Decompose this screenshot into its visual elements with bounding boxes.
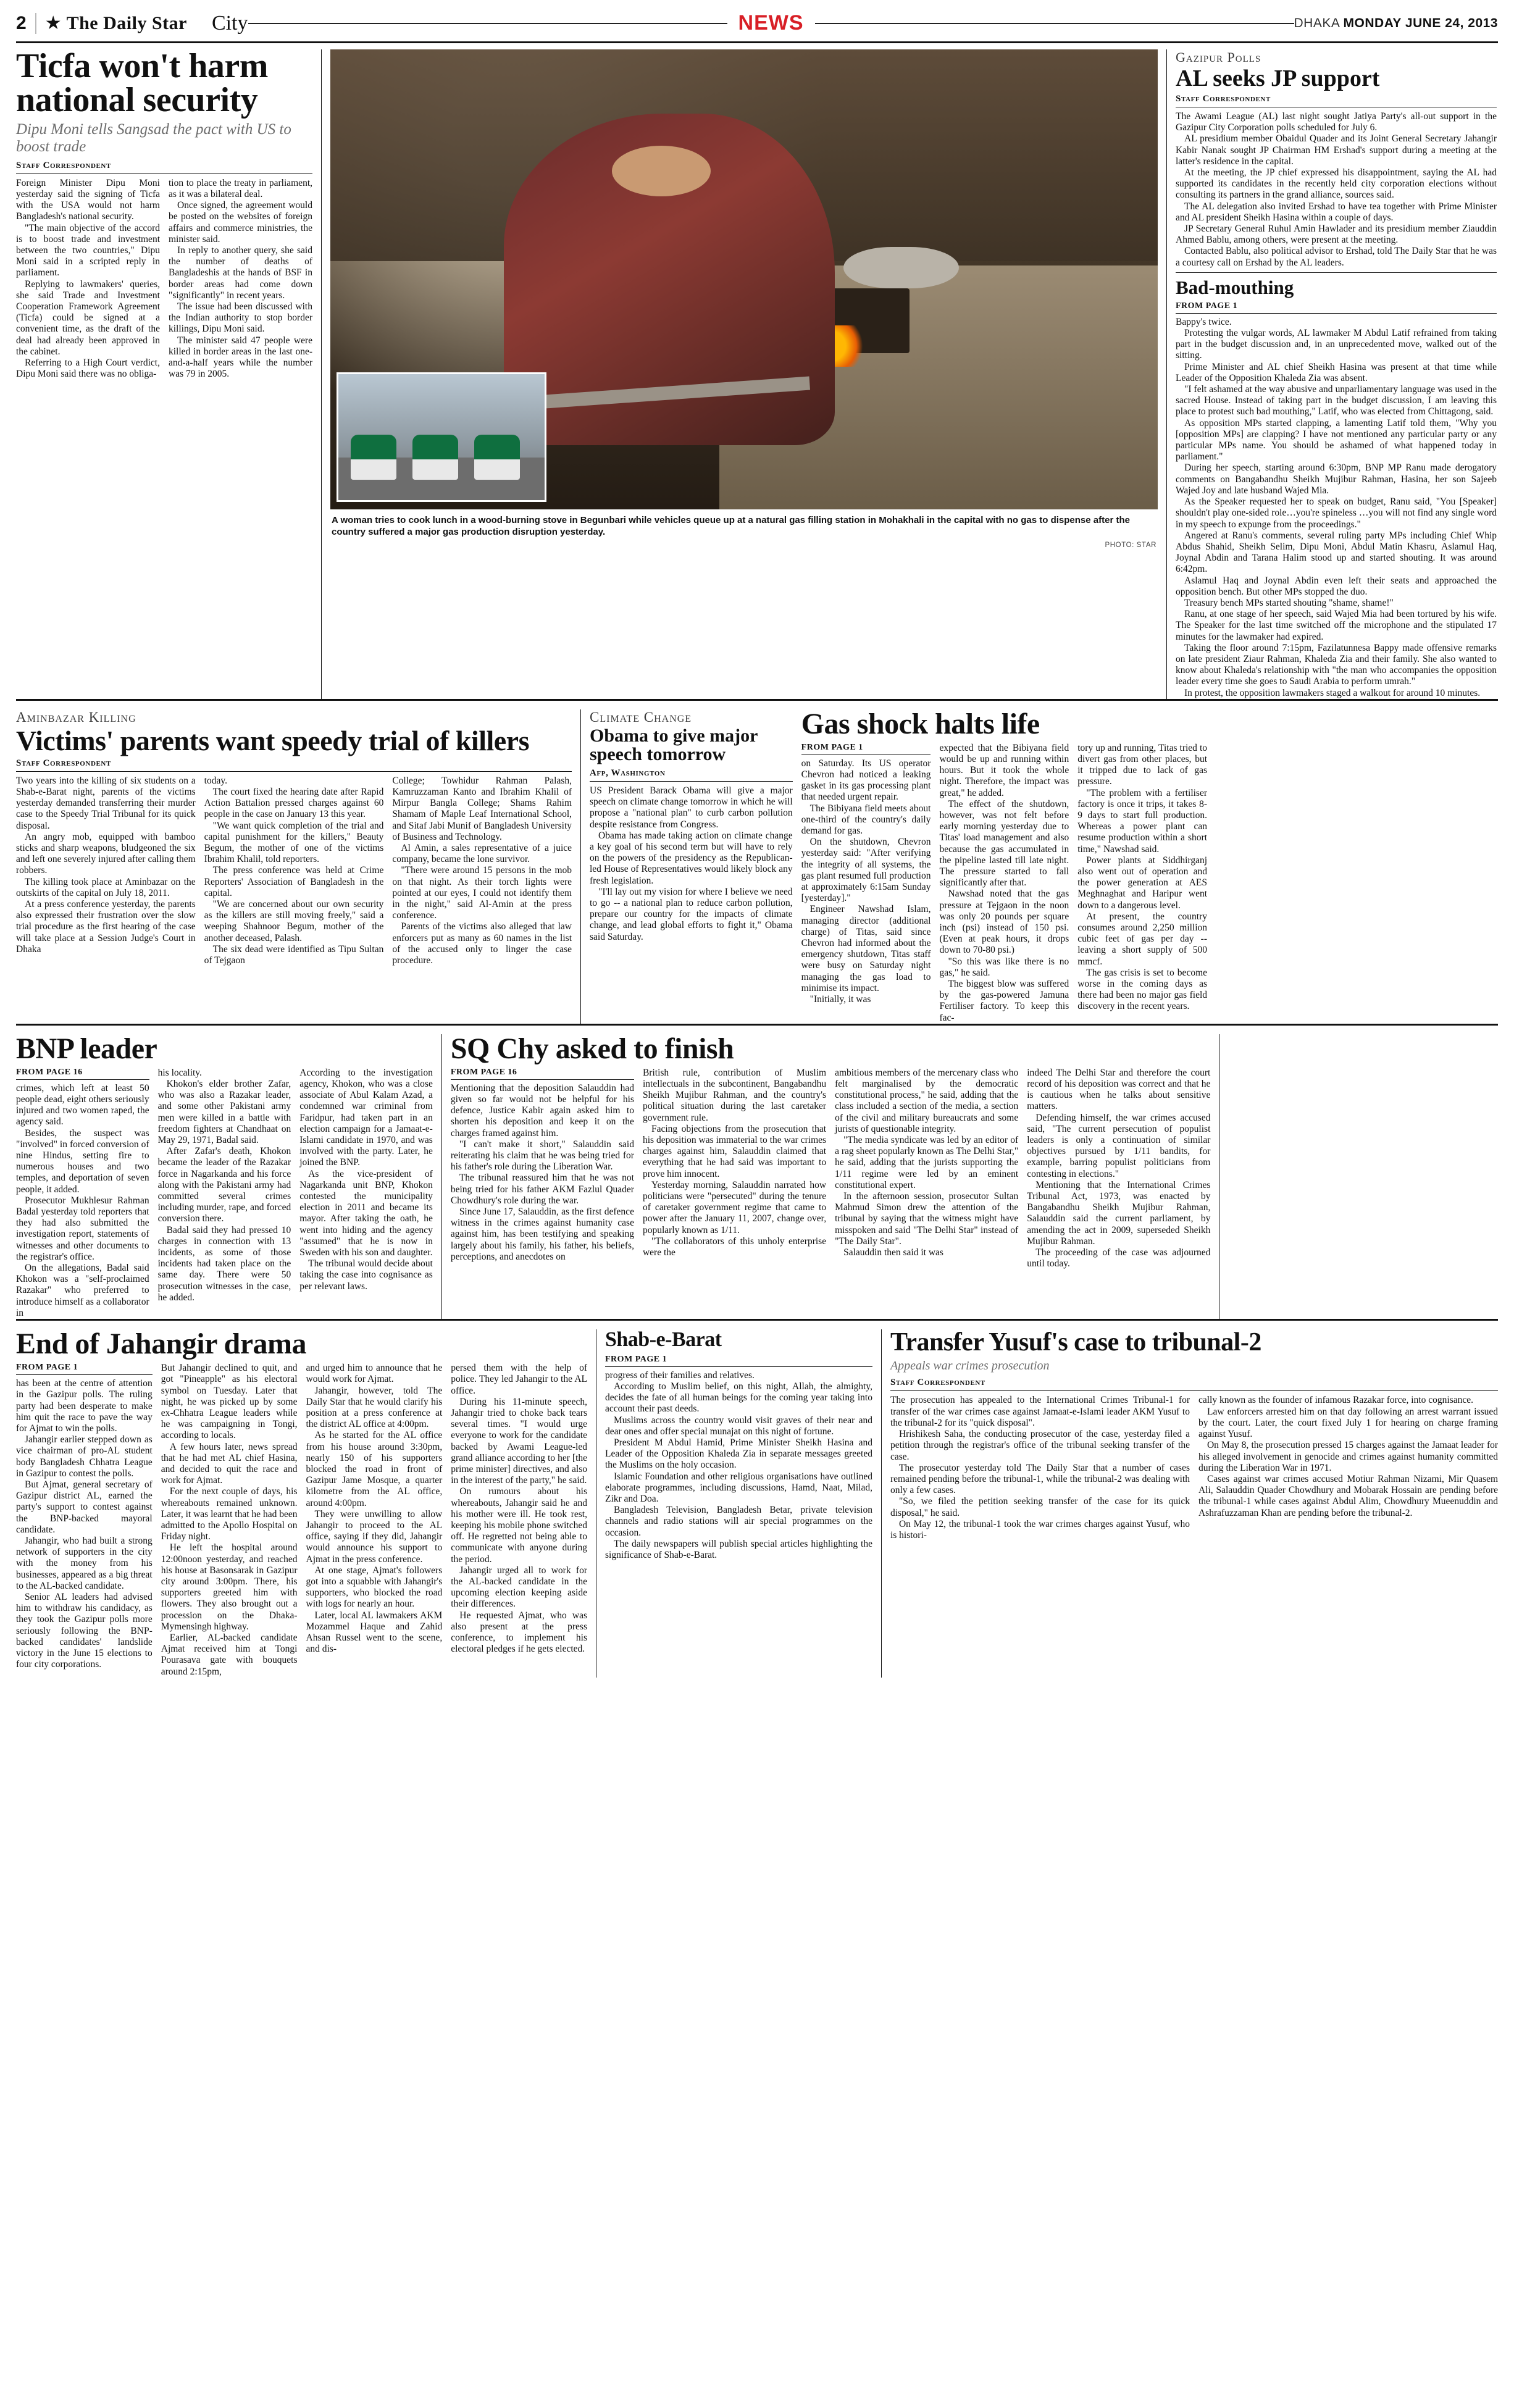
article-victims xyxy=(16,709,572,1024)
paragraph: As the Speaker requested her to speak on budget, Ranu said, "You [Speaker] shouldn't play one-sided role…you're spineless …you will not find any single word in my speech to expunge from the proceedings." xyxy=(1176,496,1497,530)
paragraph: expected that the Bibiyana field would be up and running within hours. But it took the whole night. Therefore, the impact was great," he added. xyxy=(939,742,1069,798)
paragraph: "The main objective of the accord is to boost trade and investment between the two countries," Dipu Moni said in a scripted reply in parliament. xyxy=(16,222,160,278)
date-label: MONDAY JUNE 24, 2013 xyxy=(1343,15,1498,30)
paragraph: Referring to a High Court verdict, Dipu Moni said there was no obliga- xyxy=(16,357,160,380)
paragraph: The Bibiyana field meets about one-third of the country's daily demand for gas. xyxy=(801,803,931,836)
paragraph: on Saturday. Its US operator Chevron had noticed a leaking gasket in its gas processing plant that needed urgent repair. xyxy=(801,758,931,803)
ticfa-col-1 xyxy=(16,178,160,380)
paragraph: "So this was like there is no gas," he said. xyxy=(939,956,1069,978)
paragraph: The Awami League (AL) last night sought Jatiya Party's all-out support in the Gazipur City Corporation polls scheduled for July 6. xyxy=(1176,111,1497,133)
paragraph: Prosecutor Mukhlesur Rahman Badal yesterday told reporters that they had also submitted the investigation report, statements of witnesses and other documents to the registrar's office. xyxy=(16,1195,149,1262)
bnp-col-2 xyxy=(158,1068,291,1319)
paragraph: "I felt ashamed at the way abusive and unparliamentary language was used in the sacred House. Instead of taking part in the budget discussion, I am leaving this place to protest such bad mouthing," Latif, who was elected from Chittagong, said. xyxy=(1176,384,1497,417)
victims-columns xyxy=(16,775,572,966)
bnp-col-1 xyxy=(16,1068,149,1319)
sq-chy-col-4 xyxy=(1027,1068,1210,1270)
paragraph: As opposition MPs started clapping, a lamenting Latif told them, "Why you [opposition MPs] are clapping? I have not mentioned any particular party or any particular MPs name. You should be ashamed of what happened today in parliament." xyxy=(1176,417,1497,462)
paragraph: Islamic Foundation and other religious organisations have outlined elaborate programmes, including discussions, Hamd, Naat, Milad, Zikr and Doa. xyxy=(604,1471,872,1504)
obama-headline: Obama to give major speech tomorrow xyxy=(590,725,758,765)
bnp-columns xyxy=(16,1068,433,1319)
paragraph: Taking the floor around 7:15pm, Fazilatunnesa Bappy made offensive remarks on late president Ziaur Rahman, Khaleda Zia and their family. She also wanted to know about Khaleda's relationship with "the man who accompanies the opposition leader every time she goes to Saudi Arabia to perform umrah." xyxy=(1176,642,1497,687)
paragraph: Mentioning that the deposition Salauddin had given so far would not be helpful for his defence, Justice Kabir again asked him to shorten his deposition and keep it on the charges framed against him. xyxy=(450,1082,634,1139)
article-sq-chy xyxy=(451,1034,1211,1319)
transfer-col-1 xyxy=(890,1395,1190,1541)
paragraph: Angered at Ranu's comments, several ruling party MPs including Chief Whip Abdus Shahid, Sheikh Selim, Dipu Moni, Abdul Matin Khasru, Aslamul Haq, Joynal Abdin and Tarana Halim stood up and started shouting. It was around 6:42pm. xyxy=(1176,530,1497,575)
column-divider xyxy=(441,1034,442,1319)
paragraph: The effect of the shutdown, however, was not felt before early morning yesterday due to Titas' load management and also because the gas accumulated in the pipeline lasted till late night. The pressure started to fall significantly after that. xyxy=(939,798,1069,888)
paragraph: "We want quick completion of the trial and capital punishment for the killers," Beauty Begum, the mother of one of the victims Ibrahim Khalil, told reporters. xyxy=(204,820,384,865)
paragraph: Besides, the suspect was "involved" in forced conversion of nine Hindus, setting fire to numerous houses and two temples, and deportation of seven people, it added. xyxy=(16,1127,149,1195)
paragraph: The prosecution has appealed to the International Crimes Tribunal-1 for transfer of the war crimes case against Jamaat-e-Islami leader AKM Yusuf to the tribunal-2 for its "quick disposal". xyxy=(890,1395,1190,1428)
paragraph: The press conference was held at Crime Reporters' Association of Bangladesh in the capital. xyxy=(204,865,384,898)
paragraph: He left the hospital around 12:00noon yesterday, and reached his house at Basonsarak in Gazipur city around 3:00pm. There, his supporters greeted him with flowers. They also brought out a procession on the Dhaka-Mymensingh highway. xyxy=(161,1542,298,1632)
paragraph: But Ajmat, general secretary of Gazipur district AL, earned the party's support to contest against the BNP-backed mayoral candidate. xyxy=(16,1479,153,1535)
paragraph: According to Muslim belief, on this night, Allah, the almighty, decides the fate of all human beings for the coming year taking into account their past deeds. xyxy=(604,1381,872,1415)
paragraph: President M Abdul Hamid, Prime Minister Sheikh Hasina and Leader of the Opposition Khaleda Zia in separate messages greeted the Muslims on the holy occasion. xyxy=(604,1437,872,1471)
divider xyxy=(35,13,36,34)
city-label: DHAKA xyxy=(1294,15,1344,30)
jahangir-columns xyxy=(16,1363,587,1678)
article-shab-e-barat xyxy=(605,1329,872,1678)
section-rule xyxy=(1176,272,1497,273)
block-rule-1 xyxy=(16,699,1498,701)
paragraph: An angry mob, equipped with bamboo sticks and sharp weapons, bludgeoned the six and left one severely injured after calling them robbers. xyxy=(16,831,196,876)
masthead-left xyxy=(16,12,248,35)
paragraph: Salauddin then said it was xyxy=(843,1247,943,1258)
paragraph: Hrishikesh Saha, the conducting prosecutor of the case, yesterday filed a petition through the registrar's office of the tribunal seeking transfer of the case. xyxy=(890,1429,1190,1462)
paragraph: The proceeding of the case was adjourned until today. xyxy=(1027,1247,1211,1269)
paragraph: As he started for the AL office from his house around 3:30pm, nearly 150 of his supporters blocked the road in front of Gazipur Jame Mosque, a quarter kilometre from the AL office, around 4:00pm. xyxy=(306,1430,443,1508)
transfer-columns xyxy=(890,1395,1498,1541)
paragraph: cally known as the founder of infamous Razakar force, into cognisance. xyxy=(1198,1395,1474,1406)
paragraph: Jahangir urged all to work for the AL-backed candidate in the upcoming election keeping aside their differences. xyxy=(451,1565,587,1610)
star-icon: ★ xyxy=(44,12,62,33)
masthead-rule xyxy=(16,41,1498,43)
paragraph: As the vice-president of Nagarkanda unit BNP, Khokon contested the municipality election in 2011 and became its mayor. After taking the oath, he went into hiding and the agency "assumed" that he is now in Sweden with his son and daughter. xyxy=(299,1168,433,1258)
paragraph: The killing took place at Aminbazar on the outskirts of the capital on July 18, 2011. xyxy=(16,876,196,898)
gas-shock-headline: Gas shock halts life xyxy=(801,707,1040,740)
block-4 xyxy=(16,1329,1498,1678)
page-number: 2 xyxy=(16,12,27,33)
al-seeks-headline: AL seeks JP support xyxy=(1176,65,1380,91)
paragraph: Ranu, at one stage of her speech, said Wajed Mia had been tortured by his wife. The Speaker for the last time switched off the microphone and the stipulated 17 minutes for the lawmaker had expired. xyxy=(1176,609,1497,642)
transfer-subhead: Appeals war crimes prosecution xyxy=(890,1359,1050,1373)
shab-body xyxy=(605,1370,872,1561)
photo-wrap xyxy=(330,49,1158,553)
logo-text: The Daily Star xyxy=(66,12,187,33)
transfer-byline: Staff Correspondent xyxy=(890,1377,1498,1391)
paragraph: The daily newspapers will publish special articles highlighting the significance of Shab-e-Barat. xyxy=(604,1538,872,1561)
page-title: Ticfa won't harm national security xyxy=(16,47,268,119)
obama-gas-columns xyxy=(590,709,1207,1024)
paragraph: indeed The Delhi Star and therefore the court record of his deposition was correct and that he is cautious when he talks about sensitive matters. xyxy=(1027,1067,1211,1112)
gas-shock-columns xyxy=(801,743,1207,1024)
paragraph: Parents of the victims also alleged that law enforcers put as many as 60 names in the list of the accused only to linger the case procedure. xyxy=(392,921,572,966)
paragraph: tion to place the treaty in parliament, as it was a bilateral deal. xyxy=(169,177,312,199)
jahangir-from: FROM PAGE 1 xyxy=(16,1363,153,1375)
paragraph: JP Secretary General Ruhul Amin Hawlader and its presidium member Ziauddin Ahmed Bablu, among others, were present at the meeting. xyxy=(1176,224,1497,246)
paragraph: Cases against war crimes accused Motiur Rahman Nizami, Mir Quasem Ali, Salauddin Quader Chowdhury and Mobarak Hossain are pending before the tribunal-1 while cases against Abdul Alim, Chowdhury Mueenuddin and Ashrafuzzaman Khan are pending before the tribunal-2. xyxy=(1198,1473,1499,1518)
paragraph: Jahangir, however, told The Daily Star that he would clarify his position at a press conference at the district AL office at 4:00pm. xyxy=(306,1385,443,1430)
paragraph: Muslims across the country would visit graves of their near and dear ones and offer special munajat on this night of fortune. xyxy=(604,1415,872,1437)
transfer-headline: Transfer Yusuf's case to tribunal-2 xyxy=(890,1328,1261,1357)
paragraph: tory up and running, Titas tried to divert gas from other places, but it tripped due to lack of gas pressure. xyxy=(1077,742,1208,787)
block-2 xyxy=(16,709,1498,1024)
paragraph: Foreign Minister Dipu Moni yesterday said the signing of Ticfa with the USA would not harm Bangladesh's national security. xyxy=(16,177,160,222)
obama-byline: Afp, Washington xyxy=(590,768,793,782)
paragraph: The gas crisis is set to become worse in the coming days as there had been no major gas field discovery in the recent years. xyxy=(1077,967,1208,1012)
paragraph: Contacted Bablu, also political advisor to Ershad, told The Daily Star that he was a courtesy call on Ershad by the AL leaders. xyxy=(1176,246,1497,268)
paragraph: The issue had been discussed with the Indian authority to stop border killings, Dipu Moni said. xyxy=(169,301,312,335)
lead-photo xyxy=(330,49,1158,509)
sq-chy-col-3 xyxy=(835,1068,1018,1270)
caption-text: A woman tries to cook lunch in a wood-burning stove in Begunbari while vehicles queue up at a natural gas filling station in Mohakhali in the capital with no gas to dispense after the country suffered a major gas production disruption yesterday. xyxy=(332,515,1130,537)
paragraph: "The collaborators of this unholy enterprise were the xyxy=(642,1235,827,1258)
paragraph: US President Barack Obama will give a major speech on climate change tomorrow in which he will propose a "national plan" to curb carbon pollution despite resistance from Congress. xyxy=(590,785,793,830)
paragraph: They were unwilling to allow Jahangir to proceed to the AL office, saying if they did, Jahangir would announce his support to Ajmat in the press conference. xyxy=(306,1508,443,1565)
jahangir-col-1 xyxy=(16,1363,153,1678)
jahangir-col-3 xyxy=(306,1363,443,1678)
sq-chy-col-1 xyxy=(451,1068,634,1270)
paragraph: Law enforcers arrested him on that day following an arrest warrant issued by the court. Later, the court fixed July 1 for hearing on charge framing against Yusuf. xyxy=(1198,1406,1499,1440)
masthead xyxy=(16,11,1498,39)
obama-kicker: Climate Change xyxy=(590,709,692,725)
paragraph: The six dead were identified as Tipu Sultan of Tejgaon xyxy=(204,943,384,966)
shab-from: FROM PAGE 1 xyxy=(605,1355,872,1367)
photo-caption xyxy=(330,509,1158,553)
paragraph: But Jahangir declined to quit, and got "Pineapple" as his electoral symbol on Tuesday. Later that night, he was picked up by some ex-Chhatra League leaders while he was campaigning in Tongi, according to locals. xyxy=(161,1363,298,1441)
block-3-right-filler xyxy=(1228,1034,1498,1319)
paragraph: The biggest blow was suffered by the gas-powered Jamuna Fertiliser factory. To keep this fac- xyxy=(939,979,1069,1023)
bnp-from: FROM PAGE 16 xyxy=(16,1068,149,1080)
paragraph: College; Towhidur Rahman Palash, Kamruzzaman Kanto and Ibrahim Khalil of Mirpur Bangla College; Shams Rahim Shamam of Maple Leaf International School, and Sitaf Jabi Munif of Bangladesh University of Business and Technology. xyxy=(392,775,572,842)
lead-photo-block xyxy=(330,49,1158,699)
sq-chy-col-2 xyxy=(643,1068,826,1270)
paragraph: He requested Ajmat, who was also present at the press conference, to implement his electoral pledges if he gets elected. xyxy=(451,1610,587,1655)
article-jahangir xyxy=(16,1329,587,1678)
victims-kicker: Aminbazar Killing xyxy=(16,709,136,725)
gas-shock-from: FROM PAGE 1 xyxy=(801,743,931,755)
al-seeks-kicker: Gazipur Polls xyxy=(1176,49,1261,65)
paragraph: today. xyxy=(204,775,227,786)
paragraph: has been at the centre of attention in the Gazipur polls. The ruling party had been desperate to make him quit the race to pave the way for Ajmat to win the polls. xyxy=(16,1378,153,1434)
column-divider xyxy=(321,49,322,699)
paragraph: The AL delegation also invited Ershad to have tea together with Prime Minister and AL president Sheikh Hasina within a couple of days. xyxy=(1176,201,1497,223)
photo-credit: PHOTO: STAR xyxy=(1105,541,1156,549)
gas-shock-col-2 xyxy=(939,743,1069,1024)
paragraph: Since June 17, Salauddin, as the first defence witness in the crimes against humanity case against him, has been testifying and speaking largely about his family, his father, his beliefs, perceptions, and anecdotes on xyxy=(450,1206,634,1262)
paragraph: British rule, contribution of Muslim intellectuals in the subcontinent, Bangabandhu Sheikh Mujibur Rahman, and the country's political situation during the last caretaker government rule. xyxy=(642,1067,827,1123)
paragraph: Obama has made taking action on climate change a key goal of his second term but will have to rely on the powers of the presidency as the Republican-led House of Representatives would likely block any fresh legislation. xyxy=(590,830,793,886)
paragraph: The court fixed the hearing date after Rapid Action Battalion pressed charges against 60 people in the case on January 13 this year. xyxy=(204,787,384,820)
block-2-mid xyxy=(590,709,1207,1024)
column-divider xyxy=(580,709,581,1024)
ticfa-subhead: Dipu Moni tells Sangsad the pact with US to boost trade xyxy=(16,120,291,155)
paragraph: progress of their families and relatives. xyxy=(604,1369,755,1381)
paragraph: On the shutdown, Chevron yesterday said: "After verifying the integrity of all systems, the gas plant resumed full production at approximately 6:15am Sunday [yesterday]." xyxy=(801,837,931,904)
block-rule-3 xyxy=(16,1319,1498,1321)
sq-chy-headline: SQ Chy asked to finish xyxy=(450,1032,734,1065)
victims-col-3 xyxy=(392,775,572,966)
daily-star-logo xyxy=(45,13,187,34)
obama-body xyxy=(590,785,793,943)
paragraph: Al Amin, a sales representative of a juice company, became the lone survivor. xyxy=(392,843,572,865)
inset-photo-cng-queue xyxy=(337,372,546,502)
al-seeks-body xyxy=(1176,111,1497,269)
paragraph: "I can't make it short," Salauddin said reiterating his claim that he was being tried for his father's role during the Liberation War. xyxy=(450,1139,634,1173)
gas-shock-col-1 xyxy=(801,743,931,1024)
article-bnp-leader xyxy=(16,1034,433,1319)
paragraph: On the allegations, Badal said Khokon was a "self-proclaimed Razakar" who preferred to introduce himself as a collaborator in xyxy=(16,1263,149,1318)
paragraph: Later, local AL lawmakers AKM Mozammel Haque and Zahid Ahsan Russel went to the scene, and dis- xyxy=(306,1610,443,1655)
bnp-headline: BNP leader xyxy=(16,1032,157,1065)
sq-chy-columns xyxy=(451,1068,1211,1270)
paragraph: Once signed, the agreement would be posted on the websites of foreign affairs and commerce ministries, the minister said. xyxy=(169,200,312,245)
gas-shock-col-3 xyxy=(1077,743,1207,1024)
paragraph: Aslamul Haq and Joynal Abdin even left their seats and approached the opposition bench. But other MPs stopped the duo. xyxy=(1176,575,1497,597)
paragraph: At present, the country consumes around 2,250 million cubic feet of gas per day -- leaving a short supply of 500 mmcf. xyxy=(1077,911,1208,967)
paragraph: At a press conference yesterday, the parents also expressed their frustration over the slow trial procedure as the first hearing of the case will take place at a Session Judge's Court in Dhaka xyxy=(16,899,196,955)
rule-left xyxy=(248,23,727,24)
paragraph: In protest, the opposition lawmakers staged a walkout for around 10 minutes. xyxy=(1184,687,1481,698)
victims-byline: Staff Correspondent xyxy=(16,758,572,772)
paragraph: Yesterday morning, Salauddin narrated how politicians were "persecuted" during the tenure of caretaker government regime that came to power after the January 11, 2007, change over, popularly known as 1/11. xyxy=(642,1179,827,1235)
rule-right xyxy=(815,23,1294,24)
paragraph: After Zafar's death, Khokon became the leader of the Razakar force in Nagarkanda and his force along with the Pakistani army had committed several crimes including murder, rape, and forced conversion there. xyxy=(157,1146,291,1224)
article-obama xyxy=(590,709,793,1024)
masthead-right xyxy=(1294,16,1499,31)
paragraph: Khokon's elder brother Zafar, who was also a Razakar leader, and some other Pakistani army men were killed in a battle with freedom fighters at Chandhaat on May 29, 1971, Badal said. xyxy=(157,1079,291,1146)
paragraph: ambitious members of the mercenary class who felt marginalised by the democratic constitutional process," he said, adding that the class included a section of the media, a section of the civil and military bureaucrats and some jurists of questionable integrity. xyxy=(835,1067,1019,1134)
article-gas-shock xyxy=(801,709,1207,1024)
paragraph: "There were around 15 persons in the mob on that night. As their torch lights were pointed at our eyes, I could not identify them in the night," said Al-Amin at the press conference. xyxy=(392,865,572,921)
paragraph: The tribunal reassured him that he was not being tried for his father AKM Fazlul Quader Chowdhury's role during the war. xyxy=(450,1173,634,1206)
paragraph: Prime Minister and AL chief Sheikh Hasina was present at that time while Leader of the Opposition Khaleda Zia was absent. xyxy=(1176,361,1497,383)
ticfa-byline: Staff Correspondent xyxy=(16,161,312,174)
paragraph: A few hours later, news spread that he had met AL chief Hasina, and decided to quit the race and work for Ajmat. xyxy=(161,1441,298,1486)
bnp-col-3 xyxy=(299,1068,433,1319)
paragraph: Senior AL leaders had advised him to withdraw his candidacy, as they took the Gazipur polls more seriously following the BNP-backed candidates' landslide victory in the June 15 elections to four city corporations. xyxy=(16,1591,153,1670)
paragraph: "Initially, it was xyxy=(809,994,871,1005)
paragraph: According to the investigation agency, Khokon, who was a close associate of Abul Kalam Azad, a condemned war criminal from Faridpur, had taken part in an election campaign for a Jamaat-e-Islami candidate in 1970, and was involved with the party. Later, he joined the BNP. xyxy=(299,1067,433,1168)
paragraph: Engineer Nawshad Islam, managing director (additional charge) of Titas, said since Chevron had informed about the emergency shutdown, Titas staff were busy on Saturday night managing the gas load to minimise its impact. xyxy=(801,904,931,993)
paragraph: Nawshad noted that the gas pressure at Tejgaon in the noon was only 20 pounds per square inch (psi) instead of 150 psi. (Even at peak hours, it drops down to 70-80 psi.) xyxy=(939,888,1069,956)
paragraph: Bappy's twice. xyxy=(1176,316,1232,327)
victims-col-1 xyxy=(16,775,196,966)
paragraph: Bangladesh Television, Bangladesh Betar, private television channels and radio stations will air special programmes on the occasion. xyxy=(604,1505,872,1538)
bad-mouthing-headline: Bad-mouthing xyxy=(1176,276,1294,298)
paragraph: AL presidium member Obaidul Quader and its Joint General Secretary Jahangir Kabir Nanak sought JP Chairman HM Ershad's support during a meeting at the latter's residence in the capital. xyxy=(1176,133,1497,167)
bad-mouthing-body xyxy=(1176,317,1497,699)
paragraph: crimes, which left at least 50 people dead, eight others seriously injured and two women raped, the agency said. xyxy=(16,1082,149,1127)
article-ticfa xyxy=(16,49,312,699)
block-rule-2 xyxy=(16,1024,1498,1026)
transfer-col-2 xyxy=(1198,1395,1498,1541)
jahangir-col-4 xyxy=(451,1363,587,1678)
jahangir-col-2 xyxy=(161,1363,298,1678)
sq-chy-from: FROM PAGE 16 xyxy=(451,1068,634,1080)
news-label: NEWS xyxy=(738,11,804,35)
article-al-seeks xyxy=(1176,49,1497,699)
paragraph: The minister said 47 people were killed in border areas in the last one-and-a-half years while the number was 79 in 2005. xyxy=(169,335,312,380)
paragraph: Replying to lawmakers' queries, she said Trade and Investment Cooperation Framework Agreement (Ticfa) could be signed at a convenient time, as the draft of the deal had already been approved in the cabinet. xyxy=(16,278,160,357)
al-seeks-byline: Staff Correspondent xyxy=(1176,94,1497,107)
paragraph: Defending himself, the war crimes accused said, "The current persecution of populist leaders is only a continuation of similar objectives pursued by 1/11 bandits, for example, barring populist politicians from contesting in elections." xyxy=(1027,1112,1211,1179)
ticfa-columns xyxy=(16,178,312,380)
masthead-center xyxy=(248,11,1294,35)
paragraph: Treasury bench MPs started shouting "shame, shame!" xyxy=(1184,597,1394,608)
paragraph: For the next couple of days, his whereabouts remained unknown. Later, it was learnt that he had been admitted to the Apollo Hospital on Friday night. xyxy=(161,1486,298,1542)
paragraph: On rumours about his whereabouts, Jahangir said he and his mother were ill. He took rest, keeping his mobile phone switched off. He regretted not being able to communicate with anyone during the period. xyxy=(451,1486,587,1565)
paragraph: Protesting the vulgar words, AL lawmaker M Abdul Latif refrained from taking part in the budget discussion and, in an unprecedented move, walked out of the sitting. xyxy=(1176,328,1497,361)
paragraph: Two years into the killing of six students on a Shab-e-Barat night, parents of the victims yesterday demanded transferring their murder case to the Speedy Trial Tribunal for its quick disposal. xyxy=(16,775,196,831)
paragraph: Facing objections from the prosecution that his deposition was immaterial to the war crimes charges against him, Salauddin claimed that everything that he had said was important to prove him innocent. xyxy=(642,1123,827,1179)
paragraph: In the afternoon session, prosecutor Sultan Mahmud Simon drew the attention of the tribunal by saying that the witness might have misspoken and said "The Delhi Star" instead of "The Daily Star". xyxy=(835,1191,1019,1247)
paragraph: In reply to another query, she said the number of deaths of Bangladeshis at the hands of BSF in border areas had come down "significantly" in recent years. xyxy=(169,245,312,301)
bad-mouthing-from: FROM PAGE 1 xyxy=(1176,301,1497,314)
top-block xyxy=(16,49,1498,699)
section-title: City xyxy=(211,11,248,35)
paragraph: "So, we filed the petition seeking transfer of the case for its quick disposal," he said. xyxy=(890,1496,1190,1518)
paragraph: Mentioning that the International Crimes Tribunal Act, 1973, was enacted by Bangabandhu Sheikh Mujibur Rahman, Salauddin said the current parliament, by amending the act in 2009, superseded Sheikh Mujibur Rahman. xyxy=(1027,1179,1211,1247)
paragraph: On May 12, the tribunal-1 took the war crimes charges against Yusuf, who is histori- xyxy=(890,1518,1190,1541)
paragraph: "The problem with a fertiliser factory is once it trips, it takes 8-9 days to start full production. Whereas a power plant can resume production within a short time," Nawshad said. xyxy=(1077,787,1208,855)
paragraph: On May 8, the prosecution pressed 15 charges against the Jamaat leader for his alleged involvement in genocide and crimes against humanity committed during the Liberation War in 1971. xyxy=(1198,1440,1499,1473)
ticfa-col-2 xyxy=(169,178,312,380)
paragraph: his locality. xyxy=(157,1067,202,1078)
victims-col-2 xyxy=(204,775,384,966)
paragraph: During his 11-minute speech, Jahangir tried to choke back tears several times. "I would urge everyone to work for the candidate backed by Awami League-led grand alliance according to her [the prime minister] directives, and also in the interest of the party," he said. xyxy=(451,1396,587,1486)
paragraph: During her speech, starting around 6:30pm, BNP MP Ranu made derogatory comments on Bangabandhu Sheikh Mujibur Rahman, Hasina, her son Sajeeb Wajed Joy and late husband Wajed Mia. xyxy=(1176,462,1497,496)
paragraph: Earlier, AL-backed candidate Ajmat received him at Tongi Pourasava gate with bouquets around 2:15pm, xyxy=(161,1632,298,1677)
paragraph: At the meeting, the JP chief expressed his disappointment, saying the AL had supported its candidates in the recently held city corporation elections without consulting its partners in the grand alliance, sources said. xyxy=(1176,167,1497,201)
shab-headline: Shab-e-Barat xyxy=(604,1328,722,1352)
paragraph: "I'll lay out my vision for where I believe we need to go -- a national plan to reduce carbon pollution, prepare our country for the impacts of climate change, and lead global efforts to fight it," Obama said Saturday. xyxy=(590,886,793,942)
victims-headline: Victims' parents want speedy trial of killers xyxy=(16,724,529,756)
paragraph: Badal said they had pressed 10 charges in connection with 13 incidents, as some of those incidents had taken place on the same day. There were 50 prosecution witnesses in the case, he added. xyxy=(157,1224,291,1303)
jahangir-headline: End of Jahangir drama xyxy=(16,1327,307,1361)
paragraph: "The media syndicate was led by an editor of a rag sheet popularly known as The Delhi Star," he said, adding that the jurists supporting the 1/11 regime were led by an eminent constitutional expert. xyxy=(835,1135,1019,1190)
column-divider xyxy=(881,1329,882,1678)
paragraph: The prosecutor yesterday told The Daily Star that a number of cases remained pending before the tribunal-1, while the tribunal-2 was dealing with only a few cases. xyxy=(890,1462,1190,1496)
paragraph: and urged him to announce that he would work for Ajmat. xyxy=(306,1363,443,1385)
paragraph: "We are concerned about our own security as the killers are still moving freely," said a weeping Shahnoor Begum, mother of the another deceased, Palash. xyxy=(204,899,384,943)
paragraph: Jahangir, who had built a strong network of supporters in the city with the money from his businesses, appeared as a big threat to the AL-backed candidate. xyxy=(16,1535,153,1591)
paragraph: Jahangir earlier stepped down as vice chairman of pro-AL student body Bangladesh Chhatra League in Gazipur to contest the polls. xyxy=(16,1434,153,1479)
paragraph: persed them with the help of police. They led Jahangir to the AL office. xyxy=(451,1363,587,1396)
column-divider xyxy=(1166,49,1167,699)
paragraph: At one stage, Ajmat's followers got into a squabble with Jahangir's supporters, who blocked the road with logs for nearly an hour. xyxy=(306,1565,443,1610)
block-3 xyxy=(16,1034,1498,1319)
article-transfer-yusuf xyxy=(890,1329,1498,1678)
paragraph: The tribunal would decide about taking the case into cognisance as per relevant laws. xyxy=(299,1258,433,1292)
paragraph: Power plants at Siddhirganj also went out of operation and the power generation at AES Meghnaghat and Haripur went down to a dangerous level. xyxy=(1077,855,1208,911)
